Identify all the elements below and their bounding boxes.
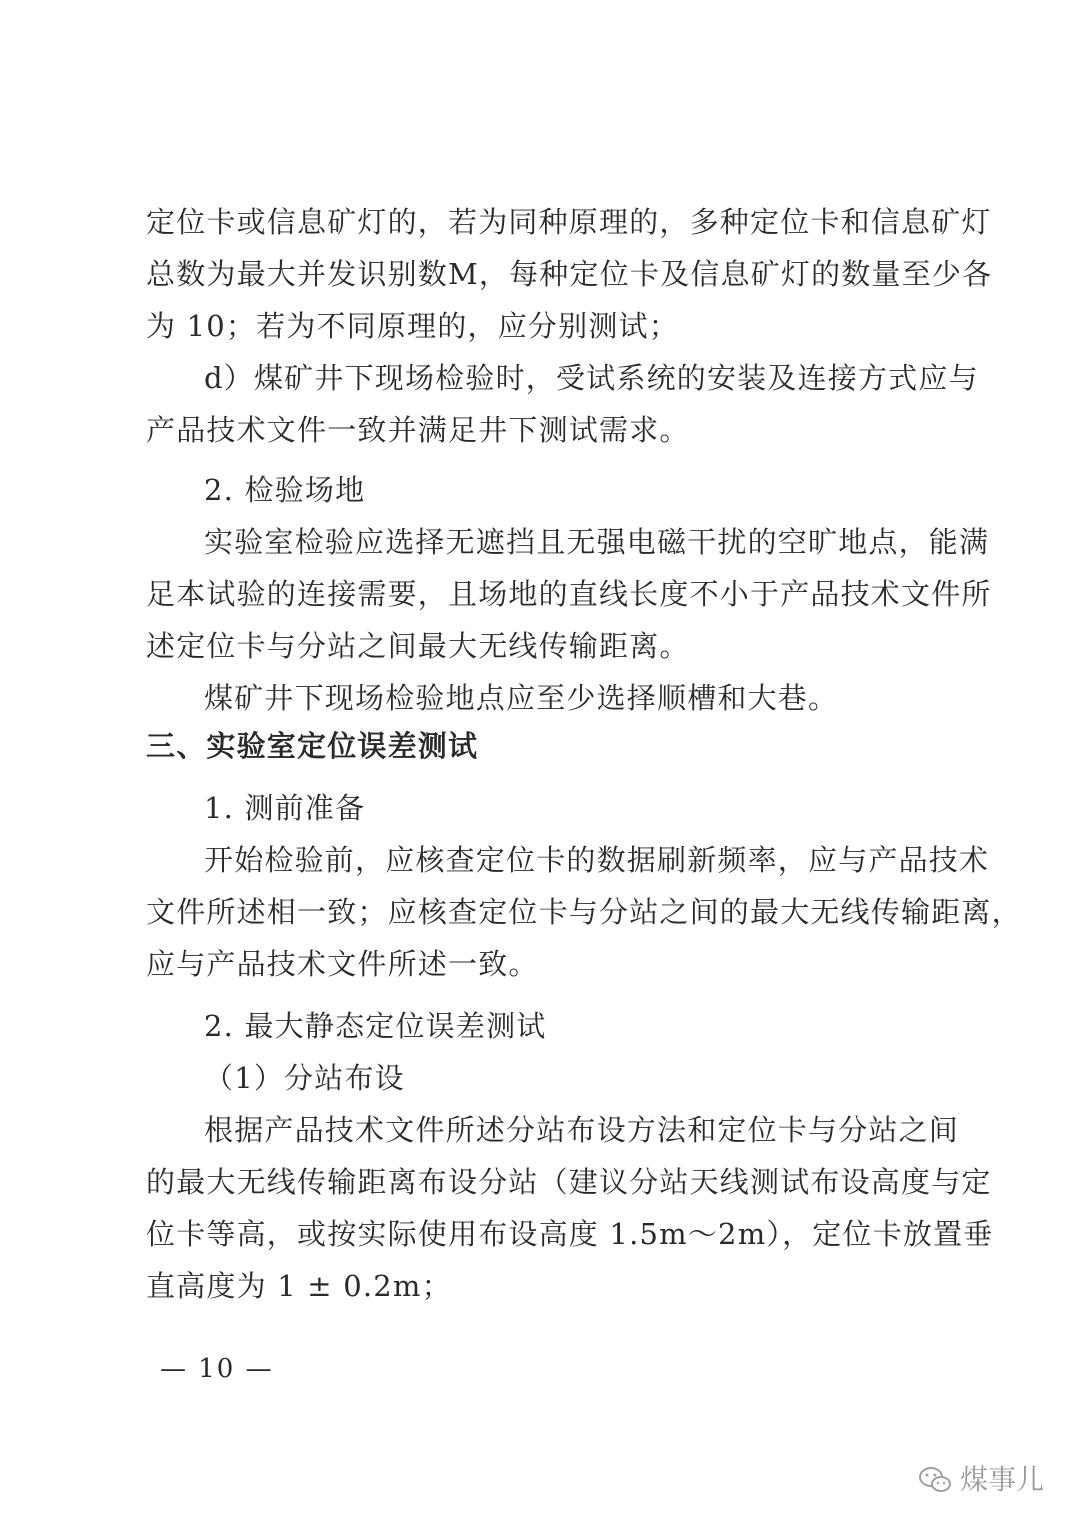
paragraph-line: 应与产品技术文件所述一致。 [146,947,539,981]
paragraph-line: 足本试验的连接需要，且场地的直线长度不小于产品技术文件所 [146,577,992,611]
page-number: — 10 — [160,1354,274,1384]
paragraph-line: 产品技术文件一致并满足井下测试需求。 [146,413,690,447]
paragraph-line: 总数为最大并发识别数M，每种定位卡及信息矿灯的数量至少各 [146,257,993,291]
paragraph-line: 位卡等高，或按实际使用布设高度 1.5m～2m），定位卡放置垂 [146,1217,994,1251]
wechat-icon [918,1465,952,1495]
section-heading: 三、实验室定位误差测试 [146,729,479,763]
paragraph-line: 述定位卡与分站之间最大无线传输距离。 [146,629,690,663]
subsection-heading: 1. 测前准备 [204,791,366,825]
paragraph-line: 开始检验前，应核查定位卡的数据刷新频率，应与产品技术 [204,843,990,877]
paragraph-line: 煤矿井下现场检验地点应至少选择顺槽和大巷。 [204,681,839,715]
watermark-label: 煤事儿 [959,1463,1044,1496]
watermark [918,1462,1044,1498]
paragraph-line: 定位卡或信息矿灯的，若为同种原理的，多种定位卡和信息矿灯 [146,205,992,239]
paragraph-line: 根据产品技术文件所述分站布设方法和定位卡与分站之间 [204,1113,960,1147]
paragraph-line: 文件所述相一致；应核查定位卡与分站之间的最大无线传输距离， [146,895,1022,929]
paragraph-line: 的最大无线传输距离布设分站（建议分站天线测试布设高度与定 [146,1165,992,1199]
paragraph-line: 实验室检验应选择无遮挡且无强电磁干扰的空旷地点，能满 [204,525,990,559]
paragraph-line: 直高度为 1 ± 0.2m； [146,1269,452,1303]
paragraph-line: 为 10；若为不同原理的，应分别测试； [146,309,679,343]
subsection-heading: 2. 检验场地 [204,473,366,507]
item-heading: （1）分站布设 [204,1061,405,1095]
list-item-d: d）煤矿井下现场检验时，受试系统的安装及连接方式应与 [204,361,979,395]
subsection-heading: 2. 最大静态定位误差测试 [204,1009,547,1043]
